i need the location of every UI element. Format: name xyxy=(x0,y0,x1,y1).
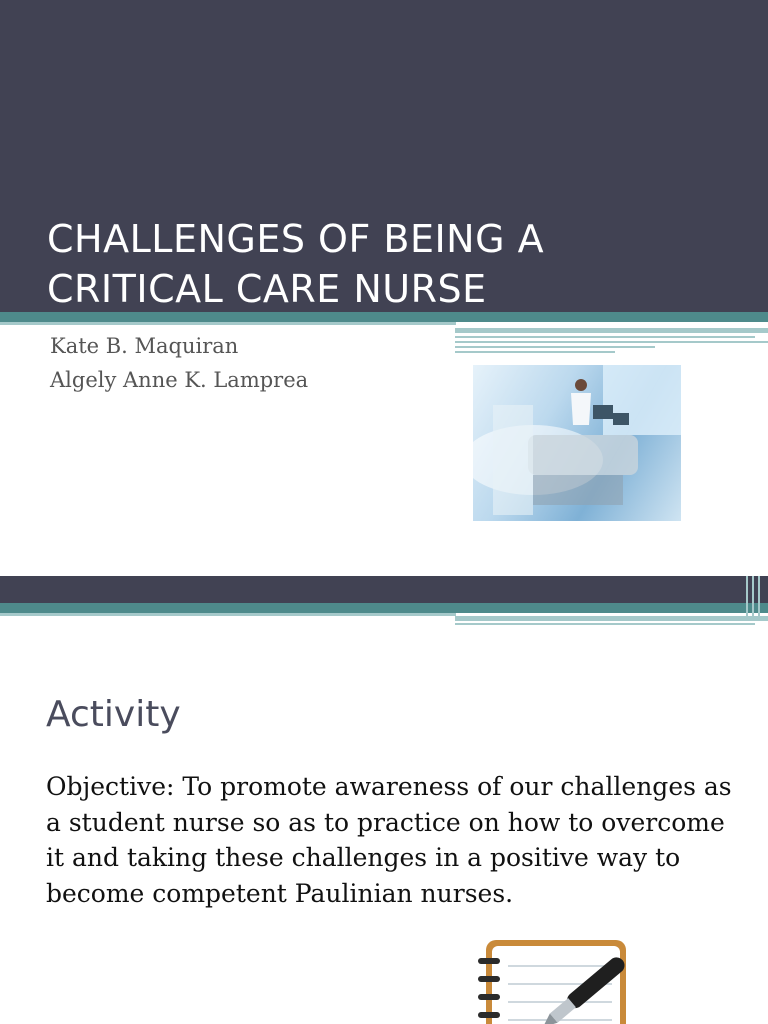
accent-rule xyxy=(0,603,768,613)
slide-title xyxy=(47,214,747,314)
accent-rule xyxy=(0,613,456,616)
slide-heading: Activity xyxy=(46,694,181,735)
author-1: Kate B. Maquiran xyxy=(50,334,239,358)
accent-rule xyxy=(455,328,768,333)
accent-rule xyxy=(455,616,768,621)
accent-rule xyxy=(455,346,655,348)
header-band xyxy=(0,576,768,603)
accent-rule xyxy=(455,336,755,338)
accent-rule xyxy=(752,576,754,616)
author-2: Algely Anne K. Lamprea xyxy=(50,368,309,392)
title-line-1: CHALLENGES OF BEING A xyxy=(47,217,545,261)
accent-rule xyxy=(758,576,760,616)
accent-rule xyxy=(0,312,768,322)
critical-care-photo xyxy=(473,365,681,521)
accent-rule xyxy=(0,322,456,325)
accent-rule xyxy=(746,576,748,616)
accent-rule xyxy=(455,623,755,625)
title-line-2: CRITICAL CARE NURSE xyxy=(47,267,487,311)
hospital-photo-illustration xyxy=(473,365,681,521)
accent-rule xyxy=(455,341,768,343)
accent-rule xyxy=(455,351,615,353)
notebook-pen-icon xyxy=(472,936,642,1024)
content-slide xyxy=(0,576,768,1024)
objective-text: Objective: To promote awareness of our challenges as a student nurse so as to practice on how to overcome it and taking these challenges in a positive way to become competent Paulinian nurses. xyxy=(46,772,732,908)
notebook-pen-graphic xyxy=(472,936,642,1024)
